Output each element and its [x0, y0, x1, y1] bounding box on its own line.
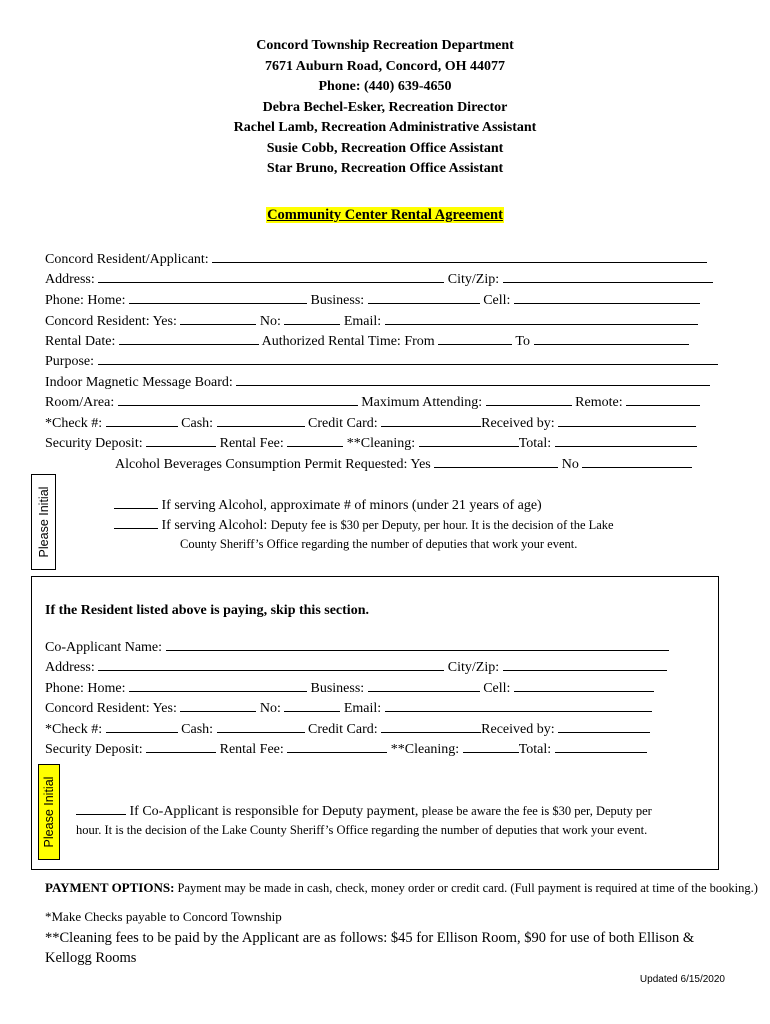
cash-field[interactable] [217, 412, 305, 427]
home-phone-field[interactable] [129, 289, 307, 304]
remote-field[interactable] [626, 391, 700, 406]
please-initial-tag: Please Initial [38, 764, 60, 860]
header-line: Phone: (440) 639-4650 [318, 79, 452, 94]
room-area-field[interactable] [118, 391, 358, 406]
rental-date-field[interactable] [119, 330, 259, 345]
co-applicant-name-field[interactable] [166, 636, 669, 651]
header-line: Rachel Lamb, Recreation Administrative Assistant [233, 120, 537, 135]
email-field[interactable] [385, 310, 698, 325]
co-applicant-row: Address: City/Zip: [45, 656, 667, 676]
please-initial-tag: Please Initial [31, 474, 56, 570]
security-deposit-field[interactable] [146, 432, 216, 447]
deputy-note: County Sheriff’s Office regarding the number of deputies that work your event. [180, 537, 578, 551]
deputy-initial-field[interactable] [114, 514, 158, 529]
minors-initial-row: If serving Alcohol, approximate # of minors (under 21 years of age) [114, 494, 542, 514]
alcohol-yes-field[interactable] [434, 453, 558, 468]
co-applicant-heading: If the Resident listed above is paying, skip this section. [45, 603, 369, 618]
applicant-row: Address: City/Zip: [45, 268, 713, 288]
time-to-field[interactable] [534, 330, 689, 345]
co-resident-yes-field[interactable] [180, 697, 256, 712]
alcohol-no-field[interactable] [582, 453, 692, 468]
co-cell-phone-field[interactable] [514, 677, 654, 692]
co-email-field[interactable] [385, 697, 652, 712]
max-attending-field[interactable] [486, 391, 572, 406]
department-header [0, 36, 770, 180]
applicant-row: *Check #: Cash: Credit Card: Received by: [45, 412, 696, 432]
applicant-row: Rental Date: Authorized Rental Time: From To [45, 330, 689, 350]
resident-yes-field[interactable] [180, 310, 256, 325]
page-title: Community Center Rental Agreement [267, 207, 503, 223]
cleaning-field[interactable] [419, 432, 519, 447]
co-credit-card-field[interactable] [381, 718, 481, 733]
co-cash-field[interactable] [217, 718, 305, 733]
applicant-row: Phone: Home: Business: Cell: [45, 289, 700, 309]
credit-card-field[interactable] [381, 412, 481, 427]
time-from-field[interactable] [438, 330, 512, 345]
payment-options: PAYMENT OPTIONS: Payment may be made in cash, check, money order or credit card. (Full payment is required at time of the booking.) [45, 880, 758, 895]
applicant-row: Purpose: [45, 350, 718, 370]
co-total-field[interactable] [555, 738, 647, 753]
applicant-row: Security Deposit: Rental Fee: **Cleaning: Total: [45, 432, 697, 452]
header-line: Susie Cobb, Recreation Office Assistant [266, 140, 504, 156]
co-applicant-row: Co-Applicant Name: [45, 636, 669, 656]
applicant-name-field[interactable] [212, 248, 707, 263]
applicant-row: Indoor Magnetic Message Board: [45, 371, 710, 391]
minors-initial-field[interactable] [114, 494, 158, 509]
co-home-phone-field[interactable] [129, 677, 307, 692]
co-received-by-field[interactable] [558, 718, 650, 733]
updated-date: Updated 6/15/2020 [639, 974, 725, 985]
co-cityzip-field[interactable] [503, 656, 667, 671]
applicant-row: Concord Resident/Applicant: [45, 248, 707, 268]
alcohol-row: Alcohol Beverages Consumption Permit Requested: Yes No [115, 453, 692, 473]
cleaning-fees-note: **Cleaning fees to be paid by the Applicant are as follows: $45 for Ellison Room, $90 for use of both Ellison & Kellogg Rooms [45, 930, 695, 966]
check-number-field[interactable] [106, 412, 178, 427]
co-applicant-row: Concord Resident: Yes: No: Email: [45, 697, 652, 717]
co-applicant-row: *Check #: Cash: Credit Card: Received by: [45, 718, 650, 738]
co-deputy-initial-row: If Co-Applicant is responsible for Deputy payment, please be aware the fee is $30 per, Deputy per [76, 800, 652, 820]
deputy-initial-row: If serving Alcohol: Deputy fee is $30 per Deputy, per hour. It is the decision of the Lake [114, 514, 614, 534]
header-line: Concord Township Recreation Department [256, 38, 514, 53]
resident-no-field[interactable] [284, 310, 340, 325]
cityzip-field[interactable] [503, 268, 713, 283]
header-line: 7671 Auburn Road, Concord, OH 44077 [265, 58, 505, 74]
purpose-field[interactable] [98, 350, 718, 365]
co-business-phone-field[interactable] [368, 677, 480, 692]
co-deputy-initial-field[interactable] [76, 800, 126, 815]
co-applicant-row: Phone: Home: Business: Cell: [45, 677, 654, 697]
rental-fee-field[interactable] [287, 432, 343, 447]
header-line: Debra Bechel-Esker, Recreation Director [262, 99, 508, 115]
received-by-field[interactable] [558, 412, 696, 427]
business-phone-field[interactable] [368, 289, 480, 304]
header-line: Star Bruno, Recreation Office Assistant [266, 161, 504, 176]
co-security-deposit-field[interactable] [146, 738, 216, 753]
cell-phone-field[interactable] [514, 289, 700, 304]
checks-note: *Make Checks payable to Concord Township [45, 909, 282, 924]
co-address-field[interactable] [98, 656, 444, 671]
co-cleaning-field[interactable] [463, 738, 519, 753]
co-applicant-row: Security Deposit: Rental Fee: **Cleaning: Total: [45, 738, 647, 758]
co-check-number-field[interactable] [106, 718, 178, 733]
applicant-row: Room/Area: Maximum Attending: Remote: [45, 391, 700, 411]
address-field[interactable] [98, 268, 444, 283]
message-board-field[interactable] [236, 371, 710, 386]
co-deputy-note: hour. It is the decision of the Lake County Sheriff’s Office regarding the number of deputies that work your event. [76, 823, 648, 837]
applicant-row: Concord Resident: Yes: No: Email: [45, 310, 698, 330]
total-field[interactable] [555, 432, 697, 447]
co-rental-fee-field[interactable] [287, 738, 387, 753]
co-resident-no-field[interactable] [284, 697, 340, 712]
